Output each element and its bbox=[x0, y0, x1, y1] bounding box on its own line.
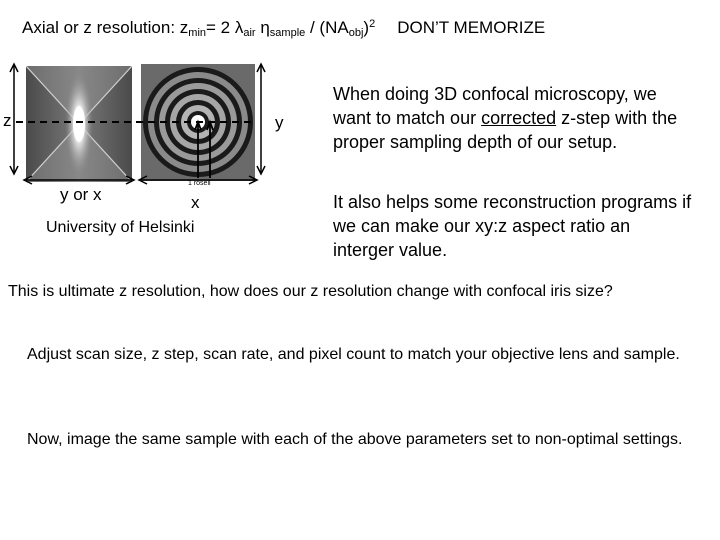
formula-square: 2 bbox=[369, 18, 376, 30]
question-text: This is ultimate z resolution, how does our z resolution change with confocal iris size? bbox=[8, 283, 613, 300]
para1-text-before: When doing 3D confocal microscopy, we want to match our bbox=[333, 84, 657, 128]
formula-sample-sub: sample bbox=[269, 27, 306, 39]
y-or-x-label: y or x bbox=[60, 185, 102, 204]
formula-div: / (NA bbox=[305, 18, 349, 37]
formula-eta: η bbox=[255, 18, 270, 37]
instruction-adjust: Adjust scan size, z step, scan rate, and pixel count to match your objective lens and sample. bbox=[27, 346, 680, 363]
y-extent-arrow bbox=[257, 64, 265, 174]
paragraph-confocal bbox=[333, 82, 693, 154]
dont-memorize-note: DON’T MEMORIZE bbox=[397, 18, 546, 37]
formula-eq: = 2 λ bbox=[206, 18, 244, 37]
z-axis-label: z bbox=[3, 111, 12, 130]
x-axis-label: x bbox=[191, 193, 200, 212]
scale-label: 1 rosell bbox=[188, 180, 211, 187]
para1-underlined-word: corrected bbox=[481, 108, 557, 128]
y-axis-label: y bbox=[275, 113, 284, 132]
formula-air-sub: air bbox=[243, 27, 256, 39]
axial-psf-image bbox=[26, 66, 132, 182]
formula-prefix: Axial or z resolution: z bbox=[22, 18, 189, 37]
formula-close: ) bbox=[363, 18, 370, 37]
para1-text-after: z-step with the proper sampling depth of our setup. bbox=[333, 108, 678, 152]
paragraph-aspect-ratio: It also helps some reconstruction programs if we can make our xy:z aspect ratio an interger value. bbox=[333, 192, 692, 260]
formula-obj-sub: obj bbox=[348, 27, 364, 39]
instruction-nonoptimal: Now, image the same sample with each of the above parameters set to non-optimal settings. bbox=[27, 431, 683, 448]
credit-university: University of Helsinki bbox=[46, 219, 195, 236]
formula-title bbox=[22, 18, 545, 39]
formula-zmin-sub: min bbox=[188, 27, 207, 39]
psf-figure bbox=[0, 60, 320, 230]
